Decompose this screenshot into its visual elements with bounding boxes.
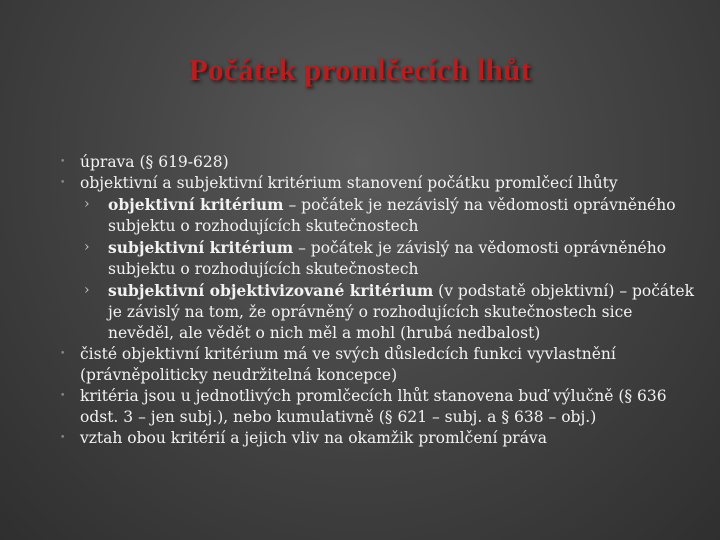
sub-bullet-text: – počátek je nezávislý na vědomosti oprávněného subjektu o rozhodujících skutečnostech xyxy=(108,196,676,235)
sub-bullet-text: – počátek je závislý na vědomosti oprávněného subjektu o rozhodujících skutečnostech xyxy=(108,239,667,278)
chevron-right-icon: › xyxy=(84,196,90,212)
sub-bullet-item xyxy=(60,194,700,237)
slide-title: Počátek promlčecích lhůt xyxy=(188,52,532,87)
slide-content xyxy=(60,152,700,449)
chevron-right-icon: › xyxy=(84,282,90,298)
sub-bullet-term: subjektivní kritérium xyxy=(108,238,294,257)
bullet-dot-icon: • xyxy=(60,178,66,188)
bullet-dot-icon: • xyxy=(60,157,66,167)
bullet-dot-icon: • xyxy=(60,433,66,443)
bullet-item xyxy=(60,152,700,173)
sub-bullet-text: (v podstatě objektivní) – počátek je závislý na tom, že oprávněný o rozhodujících skutečnostech sice nevěděl, ale vědět o nich měl a mohl (hrubá nedbalost) xyxy=(108,282,694,342)
bullet-item xyxy=(60,344,700,386)
bullet-dot-icon: • xyxy=(60,391,66,401)
sub-bullet-term: objektivní kritérium xyxy=(108,195,284,214)
sub-bullet-item xyxy=(60,280,700,344)
bullet-text: čisté objektivní kritérium má ve svých důsledcích funkci vyvlastnění (právněpoliticky neudržitelná koncepce) xyxy=(80,345,616,384)
bullet-item xyxy=(60,173,700,194)
bullet-item xyxy=(60,428,700,449)
bullet-text: vztah obou kritérií a jejich vliv na okamžik promlčení práva xyxy=(80,429,547,447)
sub-bullet-item xyxy=(60,237,700,280)
bullet-text: kritéria jsou u jednotlivých promlčecích lhůt stanovena buď výlučně (§ 636 odst. 3 – jen subj.), nebo kumulativně (§ 621 – subj. a § 638 – obj.) xyxy=(80,387,667,426)
sub-bullet-term: subjektivní objektivizované kritérium xyxy=(108,281,434,300)
bullet-text: objektivní a subjektivní kritérium stanovení počátku promlčecí lhůty xyxy=(80,174,618,192)
bullet-item xyxy=(60,386,700,428)
bullet-text: úprava (§ 619-628) xyxy=(80,153,229,171)
bullet-dot-icon: • xyxy=(60,349,66,359)
chevron-right-icon: › xyxy=(84,239,90,255)
